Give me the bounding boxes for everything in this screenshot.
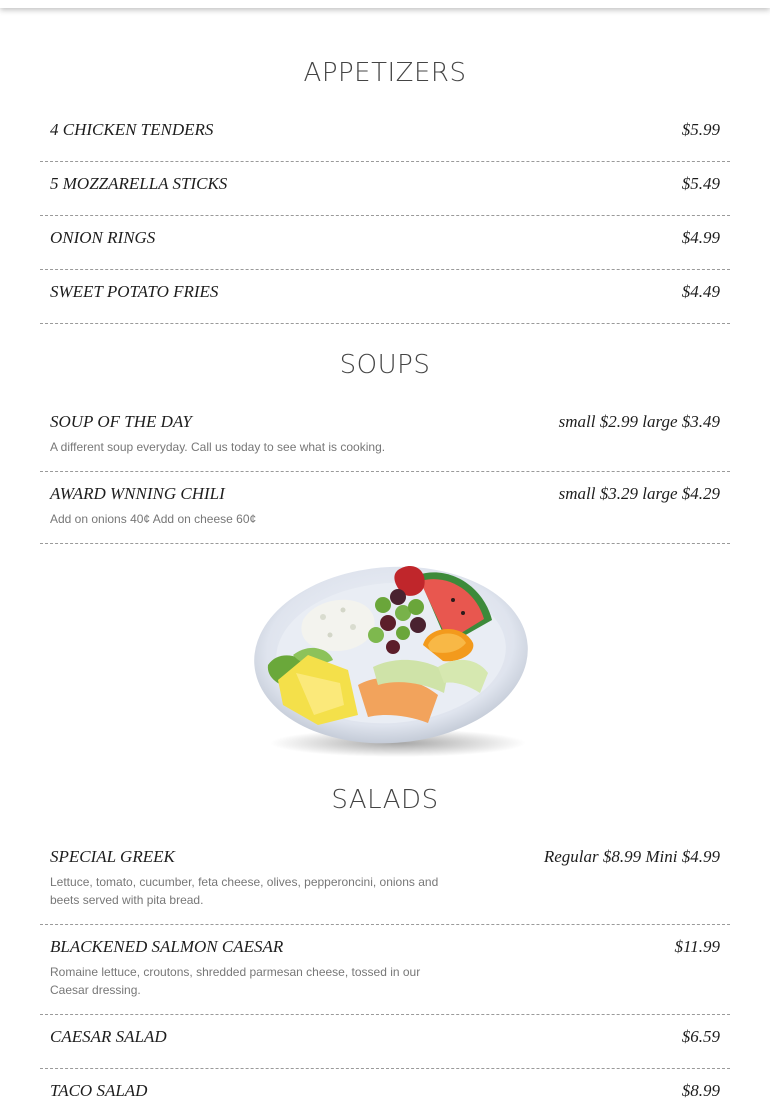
item-price: $6.59 bbox=[681, 1027, 720, 1046]
item-description: Romaine lettuce, croutons, shredded parmesan cheese, tossed in our Caesar dressing. bbox=[50, 965, 421, 997]
item-name: 5 MOZZARELLA STICKS bbox=[50, 174, 228, 193]
salads-heading: SALADS bbox=[331, 785, 439, 815]
item-description: Add on onions 40¢ Add on cheese 60¢ bbox=[50, 512, 257, 526]
item-name: BLACKENED SALMON CAESAR bbox=[50, 937, 284, 956]
item-name: SPECIAL GREEK bbox=[50, 847, 175, 866]
menu-item bbox=[40, 228, 730, 270]
item-price: small $2.99 large $3.49 bbox=[558, 412, 720, 431]
appetizers-heading: APPETIZERS bbox=[303, 58, 467, 88]
item-price: Regular $8.99 Mini $4.99 bbox=[543, 847, 720, 866]
top-nav-bar bbox=[0, 0, 770, 8]
item-price: $8.99 bbox=[681, 1081, 720, 1100]
menu-item bbox=[40, 1027, 730, 1069]
item-name: SOUP OF THE DAY bbox=[50, 412, 192, 431]
item-price: $11.99 bbox=[674, 937, 720, 956]
item-price: $5.99 bbox=[681, 120, 720, 139]
item-name: CAESAR SALAD bbox=[50, 1027, 167, 1046]
menu-item bbox=[40, 282, 730, 324]
item-name: SWEET POTATO FRIES bbox=[50, 282, 219, 301]
soups-heading: SOUPS bbox=[339, 350, 431, 380]
item-description: Lettuce, tomato, cucumber, feta cheese, olives, pepperoncini, onions and beets served with pita bread. bbox=[50, 875, 439, 907]
item-price: $5.49 bbox=[681, 174, 720, 193]
item-price: $4.99 bbox=[681, 228, 720, 247]
item-description: A different soup everyday. Call us today to see what is cooking. bbox=[50, 440, 386, 454]
fruit-salad-plate-image bbox=[248, 555, 538, 760]
menu-item bbox=[40, 847, 730, 925]
menu-item bbox=[40, 484, 730, 544]
menu-item bbox=[40, 937, 730, 1015]
menu-item bbox=[40, 412, 730, 472]
menu-item bbox=[40, 120, 730, 162]
item-name: AWARD WNNING CHILI bbox=[50, 484, 225, 503]
menu-item bbox=[40, 1081, 730, 1111]
item-price: $4.49 bbox=[681, 282, 720, 301]
item-name: TACO SALAD bbox=[50, 1081, 148, 1100]
item-name: ONION RINGS bbox=[50, 228, 156, 247]
item-price: small $3.29 large $4.29 bbox=[558, 484, 720, 503]
item-name: 4 CHICKEN TENDERS bbox=[50, 120, 214, 139]
menu-item bbox=[40, 174, 730, 216]
